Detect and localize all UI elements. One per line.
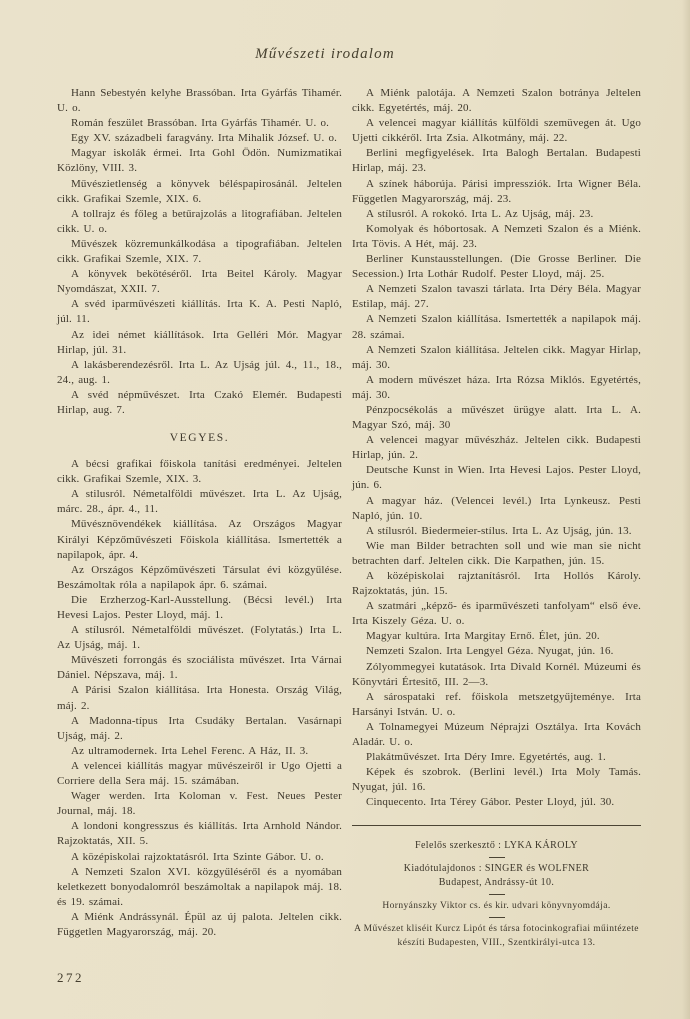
bibliography-entry: Az ultramodernek. Irta Lehel Ferenc. A Ház, II. 3.	[71, 744, 309, 757]
right-column-entries	[352, 86, 641, 811]
bibliography-entry: Zólyommegyei kutatások. Irta Divald Kornél. Múzeumi és Könyvtári Értesitő, III. 2—3.	[352, 660, 641, 688]
bibliography-entry: Művészietlenség a könyvek béléspapirosánál. Jeltelen cikk. Grafikai Szemle, XIX. 6.	[57, 177, 342, 205]
bibliography-entry: Komolyak és hóbortosak. A Nemzeti Szalon és a Miénk. Irta Tövis. A Hét, máj. 23.	[352, 222, 641, 250]
bibliography-entry: A modern művészet háza. Irta Rózsa Miklós. Egyetértés, máj. 30.	[352, 373, 641, 401]
bibliography-entry: Wie man Bilder betrachten soll und wie man sie nicht betrachten darf. Jeltelen cikk. Die Karpathen, jún. 15.	[352, 539, 641, 567]
bibliography-entry: A sárospataki ref. főiskola metszetgyűjteménye. Irta Harsányi István. U. o.	[352, 690, 641, 718]
bibliography-entry: A Párisi Szalon kiállítása. Irta Honesta. Ország Világ, máj. 2.	[57, 684, 342, 712]
bibliography-entry: A könyvek bekötéséről. Irta Beitel Károly. Magyar Nyomdászat, XXII. 7.	[57, 268, 342, 296]
bibliography-entry: A stilusról. Németalföldi művészet. Irta L. Az Ujság, márc. 28., ápr. 4., 11.	[57, 488, 342, 516]
bibliography-entry: Magyar kultúra. Irta Margitay Ernő. Élet, jún. 20.	[366, 630, 600, 643]
left-column-entries-bottom	[57, 457, 342, 940]
bibliography-entry: A velencei magyar művészház. Jeltelen cikk. Budapesti Hirlap, jún. 2.	[352, 434, 641, 462]
left-column-entries-top	[57, 86, 342, 418]
colophon-printer: Hornyánszky Viktor cs. és kir. udvari könyvnyomdája.	[382, 900, 611, 911]
bibliography-entry: A Nemzeti Szalon XVI. közgyűléséről és a nyomában keletkezett bonyodalomról beszámoltak a napilapok máj. 18. és 19. számai.	[57, 865, 342, 908]
bibliography-entry: A tollrajz és főleg a betűrajzolás a litografiában. Jeltelen cikk. U. o.	[57, 207, 342, 235]
bibliography-entry: Művészek közremunkálkodása a tipografiában. Jeltelen cikk. Grafikai Szemle, XIX. 7.	[57, 237, 342, 266]
bibliography-entry: A londoni kongresszus és kiállítás. Irta Arnhold Nándor. Rajzoktatás, XII. 5.	[57, 820, 342, 848]
bibliography-entry: A Madonna-típus Irta Csudáky Bertalan. Vasárnapi Ujság, máj. 2.	[57, 714, 342, 742]
bibliography-entry: Pénzpocsékolás a művészet ürügye alatt. Irta L. A. Magyar Szó, máj. 30	[352, 403, 641, 432]
bibliography-entry: A lakásberendezésről. Irta L. Az Ujság júl. 4., 11., 18., 24., aug. 1.	[57, 358, 342, 386]
right-column	[352, 86, 641, 950]
bibliography-entry: A Nemzeti Szalon kiállítása. Jeltelen cikk. Magyar Hirlap, máj. 30.	[352, 343, 641, 371]
bibliography-entry: Az Országos Képzőművészeti Társulat évi közgyűlése. Beszámoltak róla a napilapok ápr. 6. számai.	[57, 563, 342, 591]
bibliography-entry: A Tolnamegyei Múzeum Néprajzi Osztálya. Irta Kovách Aladár. U. o.	[352, 720, 641, 749]
bibliography-entry: A Nemzeti Szalon tavaszi tárlata. Irta Déry Béla. Magyar Estilap, máj. 27.	[352, 283, 641, 311]
page-number: 272	[57, 970, 84, 985]
bibliography-entry: A svéd iparművészeti kiállítás. Irta K. A. Pesti Napló, júl. 11.	[57, 298, 342, 326]
bibliography-entry: A Miénk palotája. A Nemzeti Szalon botránya Jeltelen cikk. Egyetértés, máj. 20.	[352, 87, 641, 115]
two-column-layout	[57, 86, 641, 950]
bibliography-entry: Egy XV. századbeli faragvány. Irta Mihalik József. U. o.	[71, 132, 338, 145]
bibliography-entry: A magyar ház. (Velencei levél.) Irta Lynkeusz. Pesti Napló, jún. 10.	[352, 494, 641, 522]
bibliography-entry: A Nemzeti Szalon kiállítása. Ismertették a napilapok máj. 28. számai.	[352, 313, 641, 341]
bibliography-entry: A stílusról. A rokokó. Irta L. Az Ujság, máj. 23.	[366, 207, 594, 220]
bibliography-entry: A svéd népművészet. Irta Czakó Elemér. Budapesti Hirlap, aug. 7.	[57, 388, 342, 416]
bibliography-entry: Berliner Kunstausstellungen. (Die Grosse Berliner. Die Secession.) Irta Lothár Rudolf. Pester Lloyd, máj. 25.	[352, 253, 641, 281]
bibliography-entry: Művésznövendékek kiállítása. Az Országos Magyar Királyi Képzőművészeti Főiskola kiállítása. Ismertették a napilapok, ápr. 4.	[57, 518, 342, 561]
bibliography-entry: A színek háborúja. Párisi impressziók. Irta Wigner Béla. Független Magyarország, máj. 23.	[352, 177, 641, 205]
bibliography-entry: A stílusról. Németalföldi művészet. (Folytatás.) Irta L. Az Ujság, máj. 1.	[57, 624, 342, 652]
bibliography-entry: Wager werden. Irta Koloman v. Fest. Neues Pester Journal, máj. 18.	[57, 790, 342, 818]
bibliography-entry: Képek és szobrok. (Berlini levél.) Irta Moly Tamás. Nyugat, júl. 16.	[352, 766, 641, 794]
bibliography-entry: Román feszület Brassóban. Irta Gyárfás Tihamér. U. o.	[71, 117, 329, 130]
colophon-publisher: Kiadótulajdonos : SINGER és WOLFNER	[403, 862, 590, 874]
bibliography-entry: A középiskolai rajztanításról. Irta Hollós Károly. Rajzoktatás, jún. 15.	[352, 570, 641, 598]
bibliography-entry: A Miénk Andrássynál. Épül az új palota. Jeltelen cikk. Független Magyarország, máj. 20.	[57, 910, 342, 938]
colophon	[352, 825, 641, 950]
colophon-editor: Felelős szerkesztő : LYKA KÁROLY	[415, 839, 578, 851]
divider	[489, 857, 505, 858]
bibliography-entry: A bécsi grafikai főiskola tanítási eredményei. Jeltelen cikk. Grafikai Szemle, XIX. 3.	[57, 458, 342, 486]
bibliography-entry: Cinquecento. Irta Térey Gábor. Pester Lloyd, júl. 30.	[366, 796, 615, 809]
bibliography-entry: A szatmári „képző- és iparművészeti tanfolyam“ első éve. Irta Kiszely Géza. U. o.	[352, 600, 641, 628]
bibliography-entry: A középiskolai rajzoktatásról. Irta Szinte Gábor. U. o.	[71, 850, 324, 863]
colophon-publisher-address: Budapest, Andrássy-út 10.	[438, 876, 555, 888]
bibliography-entry: Művészeti forrongás és szociálista művészet. Irta Várnai Dániel. Népszava, máj. 1.	[57, 654, 342, 682]
bibliography-entry: Magyar iskolák érmei. Irta Gohl Ödön. Numizmatikai Közlöny, VIII. 3.	[57, 147, 342, 175]
divider	[489, 917, 505, 918]
colophon-cliche: A Művészet kliséit Kurcz Lipót és társa fotocinkografiai műintézete készíti Budapesten, VIII., Szentkirályi-utca 13.	[354, 923, 639, 948]
page-title: Művészeti irodalom	[255, 46, 395, 62]
bibliography-entry: Plakátművészet. Irta Déry Imre. Egyetértés, aug. 1.	[366, 751, 606, 764]
bibliography-entry: Hann Sebestyén kelyhe Brassóban. Irta Gyárfás Tihamér. U. o.	[57, 87, 342, 115]
bibliography-entry: Berlini megfigyelések. Irta Balogh Bertalan. Budapesti Hirlap, máj. 23.	[352, 147, 641, 175]
bibliography-entry: Az idei német kiállítások. Irta Gelléri Mór. Magyar Hirlap, júl. 31.	[57, 328, 342, 356]
bibliography-entry: Deutsche Kunst in Wien. Irta Hevesi Lajos. Pester Lloyd, jún. 6.	[352, 464, 641, 492]
left-column	[57, 86, 342, 950]
scan-edge-shading	[682, 0, 690, 1019]
bibliography-entry: Nemzeti Szalon. Irta Lengyel Géza. Nyugat, jún. 16.	[366, 645, 614, 658]
section-heading-vegyes: VEGYES.	[169, 432, 230, 445]
bibliography-entry: A velencei kiállítás magyar művészeiről ir Ugo Ojetti a Corriere della Sera máj. 15. számában.	[57, 759, 342, 788]
bibliography-entry: Die Erzherzog-Karl-Ausstellung. (Bécsi levél.) Irta Hevesi Lajos. Pester Lloyd, máj. 1.	[57, 593, 342, 621]
divider	[489, 894, 505, 895]
bibliography-entry: A velencei magyar kiállítás külföldi szemüvegen át. Ugo Ujetti cikkéről. Irta Zsia. Alkotmány, máj. 22.	[352, 117, 641, 145]
bibliography-entry: A stílusról. Biedermeier-stílus. Irta L. Az Ujság, jún. 13.	[366, 524, 632, 537]
